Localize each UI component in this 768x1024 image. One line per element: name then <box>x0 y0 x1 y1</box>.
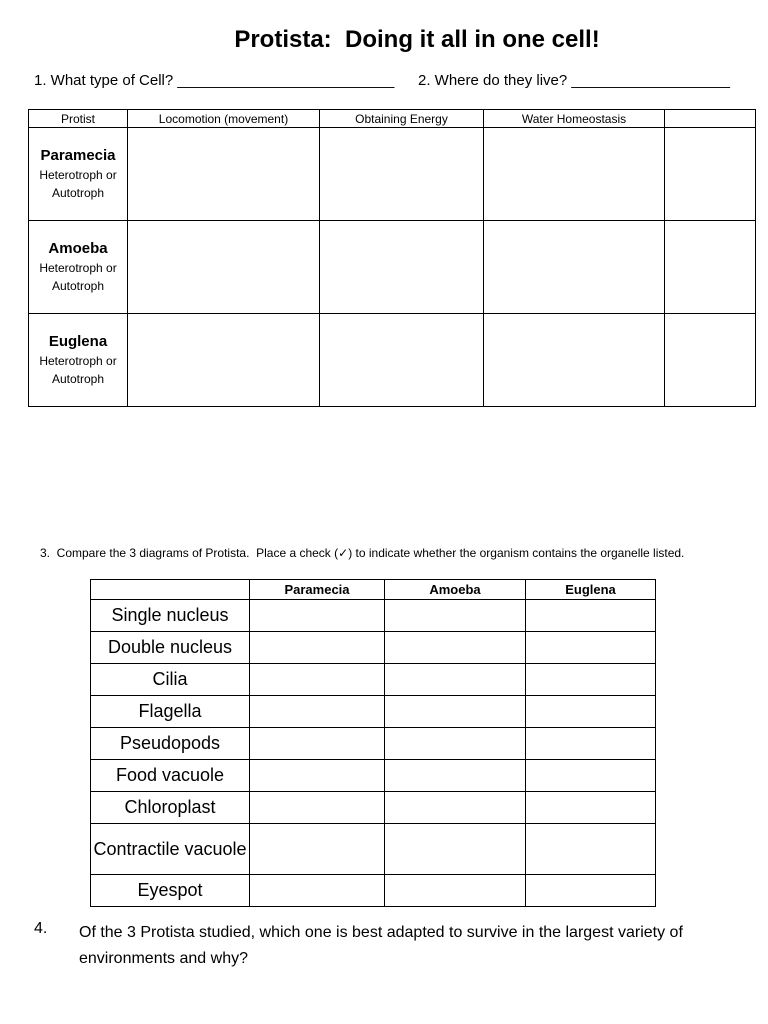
check-cell[interactable] <box>250 792 385 824</box>
answer-cell[interactable] <box>320 128 484 221</box>
check-cell[interactable] <box>385 664 526 696</box>
answer-cell[interactable] <box>484 221 665 314</box>
organelle-label: Single nucleus <box>91 600 250 632</box>
table-header-row <box>29 110 756 128</box>
question-1: 1. What type of Cell? __________________________ <box>34 72 395 89</box>
organelle-checklist-table <box>90 579 656 907</box>
check-cell[interactable] <box>526 792 656 824</box>
organelle-label: Flagella <box>91 696 250 728</box>
check-cell[interactable] <box>526 632 656 664</box>
protist-name: Euglena <box>48 332 108 350</box>
header-euglena: Euglena <box>526 580 656 600</box>
protist-comparison-table <box>28 109 756 407</box>
protist-name: Amoeba <box>48 239 108 257</box>
check-cell[interactable] <box>526 728 656 760</box>
header-blank <box>665 110 756 128</box>
page-title: Protista: Doing it all in one cell! <box>234 26 600 53</box>
check-cell[interactable] <box>250 760 385 792</box>
header-organelle <box>91 580 250 600</box>
answer-cell[interactable] <box>484 128 665 221</box>
check-cell[interactable] <box>526 824 656 875</box>
check-cell[interactable] <box>385 728 526 760</box>
table-row <box>91 760 656 792</box>
table-row <box>91 696 656 728</box>
header-amoeba: Amoeba <box>385 580 526 600</box>
table-row <box>91 792 656 824</box>
header-water-homeostasis: Water Homeostasis <box>484 110 665 128</box>
table-row <box>29 314 756 407</box>
answer-cell[interactable] <box>665 128 756 221</box>
check-cell[interactable] <box>250 696 385 728</box>
answer-cell[interactable] <box>128 314 320 407</box>
check-cell[interactable] <box>385 632 526 664</box>
check-cell[interactable] <box>250 728 385 760</box>
check-cell[interactable] <box>250 824 385 875</box>
table-row <box>91 824 656 875</box>
protist-cell <box>29 221 128 314</box>
organelle-label: Contractile vacuole <box>91 824 250 875</box>
answer-cell[interactable] <box>484 314 665 407</box>
check-cell[interactable] <box>250 875 385 907</box>
check-cell[interactable] <box>250 664 385 696</box>
answer-cell[interactable] <box>128 221 320 314</box>
check-cell[interactable] <box>250 632 385 664</box>
check-cell[interactable] <box>385 792 526 824</box>
table-header-row <box>91 580 656 600</box>
table-row <box>91 875 656 907</box>
organelle-label: Eyespot <box>91 875 250 907</box>
table-row <box>91 600 656 632</box>
organelle-label: Pseudopods <box>91 728 250 760</box>
check-cell[interactable] <box>385 875 526 907</box>
answer-cell[interactable] <box>128 128 320 221</box>
check-cell[interactable] <box>526 600 656 632</box>
table-row <box>91 728 656 760</box>
check-cell[interactable] <box>385 824 526 875</box>
answer-cell[interactable] <box>320 314 484 407</box>
header-locomotion: Locomotion (movement) <box>128 110 320 128</box>
table-row <box>29 128 756 221</box>
answer-cell[interactable] <box>665 221 756 314</box>
check-cell[interactable] <box>526 875 656 907</box>
check-cell[interactable] <box>385 760 526 792</box>
protist-cell <box>29 128 128 221</box>
check-cell[interactable] <box>526 664 656 696</box>
check-cell[interactable] <box>385 696 526 728</box>
question-4-text: Of the 3 Protista studied, which one is best adapted to survive in the largest variety of environments and why? <box>79 924 683 967</box>
answer-cell[interactable] <box>320 221 484 314</box>
check-cell[interactable] <box>250 600 385 632</box>
header-obtaining-energy: Obtaining Energy <box>320 110 484 128</box>
header-protist: Protist <box>29 110 128 128</box>
answer-cell[interactable] <box>665 314 756 407</box>
question-4-number: 4. <box>34 920 48 937</box>
question-3: 3. Compare the 3 diagrams of Protista. Place a check (✓) to indicate whether the organism contains the organelle listed. <box>40 546 685 560</box>
table-row <box>29 221 756 314</box>
table-row <box>91 632 656 664</box>
header-paramecia: Paramecia <box>250 580 385 600</box>
organelle-label: Food vacuole <box>91 760 250 792</box>
check-cell[interactable] <box>526 760 656 792</box>
protist-cell <box>29 314 128 407</box>
organelle-label: Double nucleus <box>91 632 250 664</box>
check-cell[interactable] <box>385 600 526 632</box>
organelle-label: Chloroplast <box>91 792 250 824</box>
table-row <box>91 664 656 696</box>
protist-type: Heterotroph or Autotroph <box>39 260 117 293</box>
protist-type: Heterotroph or Autotroph <box>39 353 117 386</box>
question-2: 2. Where do they live? ___________________ <box>418 72 730 89</box>
check-cell[interactable] <box>526 696 656 728</box>
protist-name: Paramecia <box>40 146 116 164</box>
organelle-label: Cilia <box>91 664 250 696</box>
protist-type: Heterotroph or Autotroph <box>39 167 117 200</box>
